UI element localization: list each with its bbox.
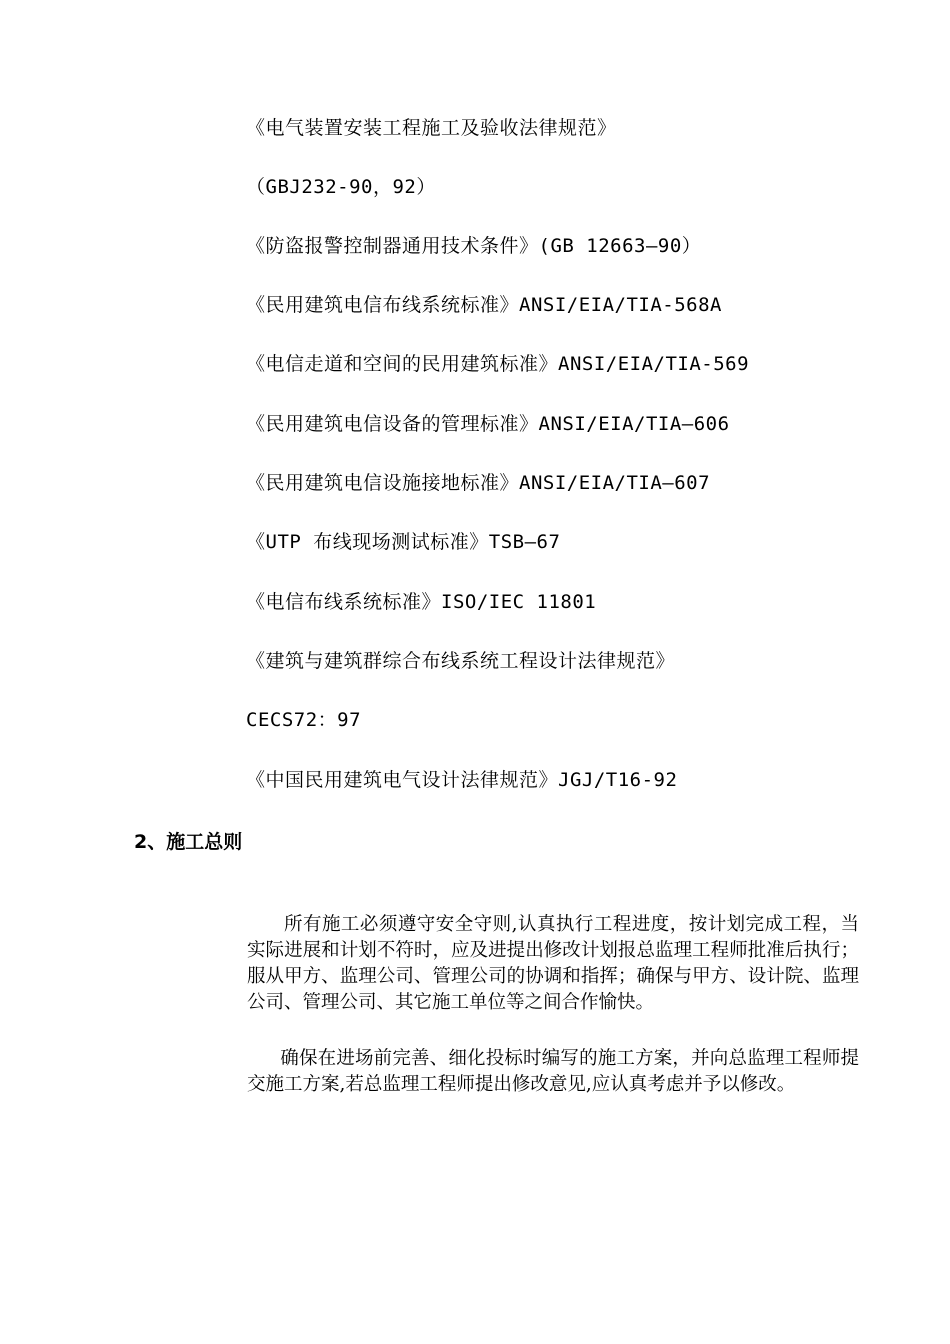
standard-item: 《电信走道和空间的民用建筑标准》ANSI/EIA/TIA-569 bbox=[246, 353, 750, 375]
standard-item: 《民用建筑电信设备的管理标准》ANSI/EIA/TIA—606 bbox=[246, 413, 730, 435]
body-paragraph: 确保在进场前完善、细化投标时编写的施工方案，并向总监理工程师提交施工方案,若总监理工程师提出修改意见,应认真考虑并予以修改。 bbox=[247, 1048, 859, 1095]
section-heading: 2、施工总则 bbox=[134, 831, 243, 853]
standard-item: 《防盗报警控制器通用技术条件》(GB 12663—90） bbox=[246, 235, 702, 257]
standard-item: 《UTP 布线现场测试标准》TSB—67 bbox=[246, 531, 561, 553]
body-paragraph: 所有施工必须遵守安全守则,认真执行工程进度，按计划完成工程，当实际进展和计划不符时，应及进提出修改计划报总监理工程师批准后执行；服从甲方、监理公司、管理公司的协调和指挥；确保与甲方、设计院、监理公司、管理公司、其它施工单位等之间合作愉快。 bbox=[247, 914, 859, 1013]
standard-item: 《民用建筑电信布线系统标准》ANSI/EIA/TIA-568A bbox=[246, 294, 722, 316]
standard-item: 《电气装置安装工程施工及验收法律规范》 bbox=[246, 117, 617, 139]
standard-item: 《电信布线系统标准》ISO/IEC 11801 bbox=[246, 591, 597, 613]
standard-item: 《民用建筑电信设施接地标准》ANSI/EIA/TIA—607 bbox=[246, 472, 711, 494]
standard-item: （GBJ232-90，92） bbox=[246, 176, 436, 198]
standard-item: 《中国民用建筑电气设计法律规范》JGJ/T16-92 bbox=[246, 769, 678, 791]
standard-item: CECS72：97 bbox=[246, 709, 362, 731]
standard-item: 《建筑与建筑群综合布线系统工程设计法律规范》 bbox=[246, 650, 676, 672]
